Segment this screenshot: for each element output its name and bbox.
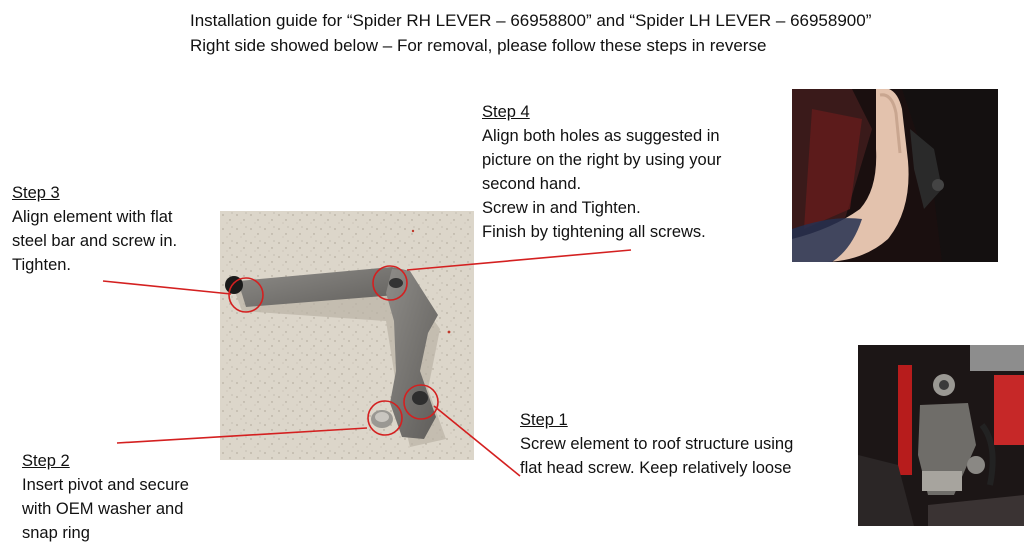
- header-line-1: Installation guide for “Spider RH LEVER – 66958800” and “Spider LH LEVER – 66958900”: [190, 11, 872, 30]
- step-3-title: Step 3: [12, 184, 60, 202]
- lever-part-illustration: [220, 211, 474, 460]
- header-text: [190, 8, 871, 58]
- step-4-line: Finish by tightening all screws.: [482, 223, 706, 241]
- step-2-line: snap ring: [22, 524, 90, 542]
- step-4-text: [482, 100, 721, 244]
- step-3-line: Align element with flat: [12, 208, 173, 226]
- step-2-title: Step 2: [22, 452, 70, 470]
- step-4-line: picture on the right by using your: [482, 151, 722, 169]
- step-4-line: Screw in and Tighten.: [482, 199, 641, 217]
- step-4-line: Align both holes as suggested in: [482, 127, 720, 145]
- step-2-text: [22, 449, 189, 545]
- step-3-text: [12, 181, 177, 277]
- hand-alignment-photo: [792, 89, 998, 262]
- step-4-title: Step 4: [482, 103, 530, 121]
- step-2-line: Insert pivot and secure: [22, 476, 189, 494]
- step-3-line: Tighten.: [12, 256, 72, 274]
- step-2-line: with OEM washer and: [22, 500, 184, 518]
- step-1-line: flat head screw. Keep relatively loose: [520, 459, 792, 477]
- roof-structure-photo: [858, 345, 1024, 526]
- step-1-text: [520, 408, 793, 480]
- step-1-line: Screw element to roof structure using: [520, 435, 794, 453]
- step-4-line: second hand.: [482, 175, 582, 193]
- step-3-line: steel bar and screw in.: [12, 232, 178, 250]
- lever-part-photo: [220, 211, 474, 460]
- step-1-title: Step 1: [520, 411, 568, 429]
- step-3-leader-line: [103, 281, 231, 294]
- header-line-2: Right side showed below – For removal, please follow these steps in reverse: [190, 36, 767, 55]
- pivot-knob: [225, 276, 243, 294]
